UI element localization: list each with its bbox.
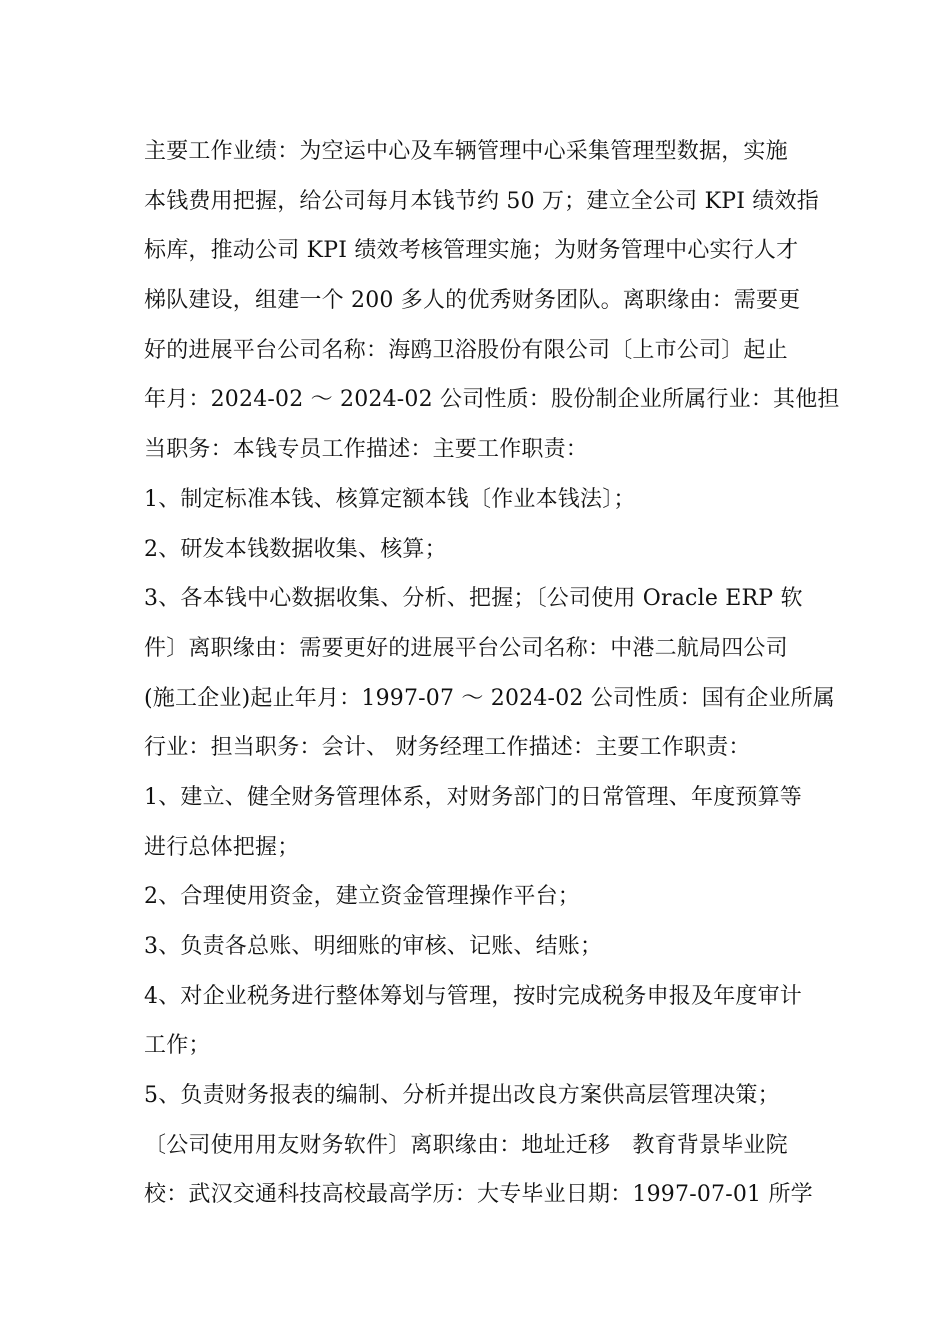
list-item: 3、负责各总账、明细账的审核、记账、结账； (144, 934, 603, 959)
list-item: 5、负责财务报表的编制、分析并提出改良方案供高层管理决策； (144, 1083, 780, 1109)
text-line: 校：武汉交通科技高校最高学历：大专毕业日期：1997-07-01 所学 (144, 1182, 813, 1208)
text-line: 梯队建设，组建一个 200 多人的优秀财务团队。离职缘由：需要更 (144, 288, 801, 314)
text-line: 年月：2024-02 ～ 2024-02 公司性质：股份制企业所属行业：其他担 (144, 387, 840, 413)
list-item: 2、研发本钱数据收集、核算； (144, 536, 447, 562)
text-line: 进行总体把握； (144, 834, 300, 860)
list-item: 1、建立、健全财务管理体系，对财务部门的日常管理、年度预算等 (144, 784, 802, 810)
text-line: (施工企业)起止年月：1997-07 ～ 2024-02 公司性质：国有企业所属 (144, 685, 835, 711)
list-item: 4、对企业税务进行整体筹划与管理，按时完成税务申报及年度审计 (144, 983, 802, 1009)
text-line: 行业：担当职务：会计、 财务经理工作描述：主要工作职责： (144, 735, 751, 761)
text-line: 好的进展平台公司名称：海鸥卫浴股份有限公司〔上市公司〕起止 (144, 337, 788, 363)
text-line: 标库，推动公司 KPI 绩效考核管理实施；为财务管理中心实行人才 (144, 238, 799, 264)
list-item: 3、各本钱中心数据收集、分析、把握；〔公司使用 Oracle ERP 软 (144, 586, 803, 612)
text-line: 工作； (144, 1033, 211, 1059)
text-line: 件〕离职缘由：需要更好的进展平台公司名称：中港二航局四公司 (144, 635, 788, 661)
text-line: 本钱费用把握，给公司每月本钱节约 50 万；建立全公司 KPI 绩效指 (144, 188, 819, 214)
text-line: 〔公司使用用友财务软件〕离职缘由：地址迁移 教育背景毕业院 (144, 1132, 788, 1158)
list-item: 2、合理使用资金，建立资金管理操作平台； (144, 884, 580, 910)
text-line: 主要工作业绩：为空运中心及车辆管理中心采集管理型数据，实施 (144, 139, 788, 164)
list-item: 1、制定标准本钱、核算定额本钱〔作业本钱法〕； (144, 486, 636, 512)
text-line: 当职务：本钱专员工作描述：主要工作职责： (144, 437, 589, 463)
document-body (144, 127, 840, 1220)
